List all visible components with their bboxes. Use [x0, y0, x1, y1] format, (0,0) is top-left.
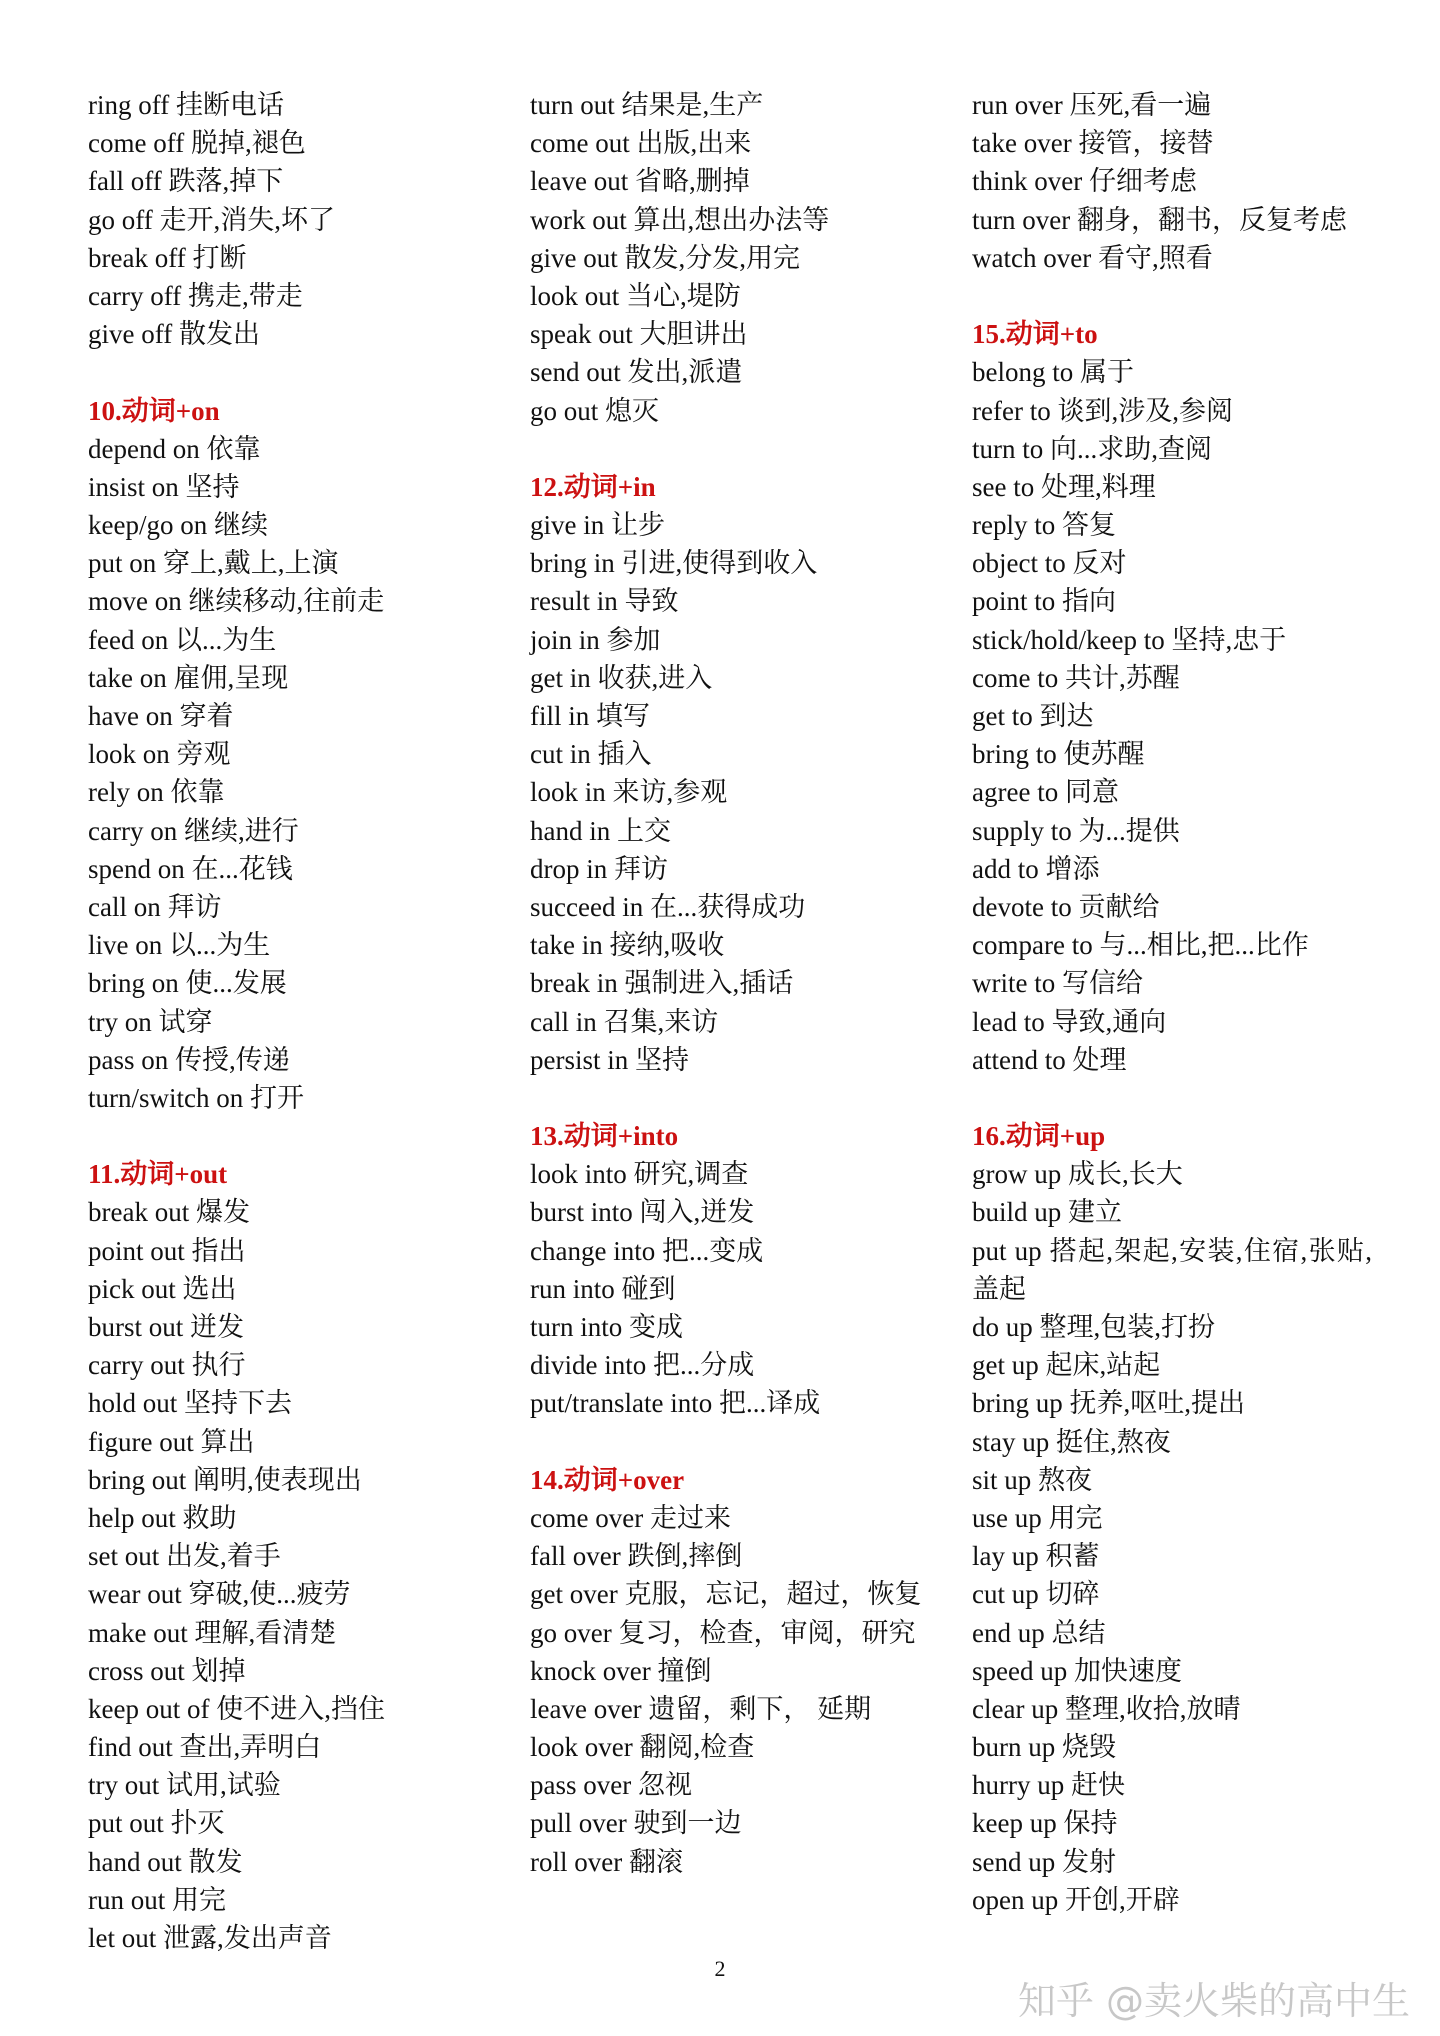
phrase-entry: break off 打断 [88, 242, 247, 273]
phrase-entry: let out 泄露,发出声音 [88, 1923, 332, 1953]
phrase-entry: reply to 答复 [972, 510, 1116, 541]
phrase-entry: cross out 划掉 [88, 1655, 246, 1686]
phrase-entry: turn/switch on 打开 [88, 1082, 304, 1113]
section-spacer [972, 1079, 1372, 1117]
phrase-entry: knock over 撞倒 [530, 1655, 712, 1686]
phrase-entry: go over 复习，检查，审阅，研究 [530, 1617, 916, 1648]
phrase-entry: look out 当心,堤防 [530, 280, 741, 311]
phrase-entry: hold out 坚持下去 [88, 1388, 293, 1419]
phrase-entry: belong to 属于 [972, 357, 1134, 388]
phrase-entry: have on 穿着 [88, 701, 234, 731]
phrase-entry: bring up 抚养,呕吐,提出 [972, 1388, 1245, 1419]
phrase-entry: open up 开创,开辟 [972, 1884, 1180, 1915]
phrase-entry: join in 参加 [530, 624, 661, 655]
phrase-entry: depend on 依靠 [88, 433, 261, 464]
phrase-entry: ring off 挂断电话 [88, 90, 284, 120]
phrase-entry: live on 以...为生 [88, 930, 271, 961]
phrase-entry: take over 接管，接替 [972, 128, 1214, 159]
phrase-entry: break out 爆发 [88, 1197, 250, 1228]
phrase-entry: move on 继续移动,往前走 [88, 586, 385, 617]
column-3 [972, 86, 1372, 1919]
phrase-entry: run into 碰到 [530, 1273, 676, 1304]
phrase-entry: divide into 把...分成 [530, 1350, 755, 1381]
phrase-entry: build up 建立 [972, 1197, 1123, 1228]
phrase-entry: take in 接纳,吸收 [530, 930, 725, 961]
phrase-entry: leave out 省略,删掉 [530, 166, 750, 197]
phrase-entry: bring out 阐明,使表现出 [88, 1464, 362, 1495]
phrase-entry: get over 克服，忘记，超过，恢复 [530, 1579, 922, 1610]
section-heading: 15.动词+to [972, 319, 1098, 350]
phrase-entry: stay up 挺住,熬夜 [972, 1426, 1171, 1457]
phrase-entry: help out 救助 [88, 1502, 237, 1533]
phrase-entry: give out 散发,分发,用完 [530, 242, 800, 273]
phrase-entry: try on 试穿 [88, 1006, 213, 1037]
phrase-entry: run over 压死,看一遍 [972, 90, 1212, 120]
phrase-entry: think over 仔细考虑 [972, 166, 1197, 197]
phrase-entry: refer to 谈到,涉及,参阅 [972, 395, 1233, 426]
phrase-entry: succeed in 在...获得成功 [530, 891, 806, 922]
phrase-entry: insist on 坚持 [88, 471, 240, 502]
phrase-entry: look on 旁观 [88, 739, 231, 770]
phrase-entry: lay up 积蓄 [972, 1541, 1100, 1572]
phrase-entry: wear out 穿破,使...疲劳 [88, 1579, 351, 1610]
phrase-entry: hurry up 赶快 [972, 1770, 1125, 1801]
phrase-entry: watch over 看守,照看 [972, 242, 1213, 273]
phrase-entry: write to 写信给 [972, 968, 1143, 999]
phrase-entry: pick out 选出 [88, 1273, 237, 1304]
phrase-entry: fall off 跌落,掉下 [88, 166, 284, 197]
phrase-entry: carry out 执行 [88, 1350, 246, 1381]
phrase-entry: feed on 以...为生 [88, 624, 277, 655]
phrase-entry: burn up 烧毁 [972, 1732, 1116, 1763]
phrase-entry: send up 发射 [972, 1846, 1116, 1877]
phrase-entry: go off 走开,消失,坏了 [88, 204, 335, 235]
phrase-entry: lead to 导致,通向 [972, 1006, 1167, 1037]
section-heading: 13.动词+into [530, 1121, 679, 1152]
phrase-entry: figure out 算出 [88, 1426, 255, 1457]
phrase-entry: keep up 保持 [972, 1808, 1118, 1839]
phrase-entry: look over 翻阅,检查 [530, 1732, 755, 1763]
phrase-entry: take on 雇佣,呈现 [88, 662, 289, 693]
phrase-entry: set out 出发,着手 [88, 1541, 281, 1572]
phrase-entry: burst out 迸发 [88, 1312, 245, 1342]
phrase-entry: look in 来访,参观 [530, 777, 728, 808]
section-heading: 16.动词+up [972, 1121, 1106, 1152]
section-spacer [972, 277, 1372, 315]
phrase-entry: bring to 使苏醒 [972, 739, 1145, 770]
phrase-entry: turn over 翻身，翻书，反复考虑 [972, 204, 1347, 235]
phrase-entry: spend on 在...花钱 [88, 853, 293, 884]
phrase-entry: carry off 携走,带走 [88, 280, 303, 311]
section-spacer [88, 353, 488, 391]
phrase-entry: object to 反对 [972, 548, 1127, 579]
phrase-entry: put up 搭起,架起,安装,住宿,张贴,盖起 [972, 1235, 1372, 1304]
phrase-entry: burst into 闯入,迸发 [530, 1197, 755, 1228]
phrase-entry: come to 共计,苏醒 [972, 662, 1180, 693]
phrase-entry: get in 收获,进入 [530, 662, 713, 693]
phrase-entry: clear up 整理,收拾,放晴 [972, 1693, 1241, 1724]
section-spacer [530, 1423, 930, 1461]
phrase-entry: call in 召集,来访 [530, 1006, 719, 1037]
phrase-entry: persist in 坚持 [530, 1044, 689, 1075]
phrase-entry: speak out 大胆讲出 [530, 319, 748, 350]
phrase-entry: hand in 上交 [530, 815, 671, 846]
phrase-entry: carry on 继续,进行 [88, 815, 299, 846]
phrase-entry: end up 总结 [972, 1617, 1106, 1648]
phrase-entry: drop in 拜访 [530, 853, 668, 884]
column-2 [530, 86, 930, 1881]
section-heading: 10.动词+on [88, 395, 220, 426]
phrase-entry: pass on 传授,传递 [88, 1044, 290, 1075]
section-heading: 12.动词+in [530, 471, 656, 502]
phrase-entry: bring in 引进,使得到收入 [530, 548, 818, 579]
section-spacer [530, 1079, 930, 1117]
phrase-entry: look into 研究,调查 [530, 1159, 749, 1190]
phrase-entry: agree to 同意 [972, 777, 1119, 808]
phrase-entry: bring on 使...发展 [88, 968, 287, 999]
phrase-entry: roll over 翻滚 [530, 1846, 683, 1877]
phrase-entry: call on 拜访 [88, 891, 222, 922]
phrase-entry: work out 算出,想出办法等 [530, 204, 830, 235]
phrase-entry: sit up 熬夜 [972, 1464, 1093, 1495]
phrase-entry: come off 脱掉,褪色 [88, 128, 306, 159]
phrase-entry: cut up 切碎 [972, 1579, 1100, 1610]
phrase-entry: run out 用完 [88, 1884, 226, 1915]
phrase-entry: point out 指出 [88, 1235, 246, 1266]
phrase-entry: pass over 忽视 [530, 1770, 692, 1801]
watermark-text: 知乎 @卖火柴的高中生 [1017, 1979, 1410, 2023]
phrase-entry: keep out of 使不进入,挡住 [88, 1693, 385, 1724]
section-spacer [530, 430, 930, 468]
phrase-entry: give in 让步 [530, 510, 665, 541]
phrase-entry: point to 指向 [972, 586, 1117, 617]
phrase-entry: try out 试用,试验 [88, 1770, 281, 1801]
phrase-entry: put out 扑灭 [88, 1808, 225, 1839]
phrase-entry: turn to 向...求助,查阅 [972, 433, 1212, 464]
phrase-entry: compare to 与...相比,把...比作 [972, 930, 1309, 961]
page-number: 2 [714, 1956, 726, 1981]
phrase-entry: get up 起床,站起 [972, 1350, 1161, 1381]
phrase-entry: break in 强制进入,插话 [530, 968, 794, 999]
phrase-entry: attend to 处理 [972, 1044, 1127, 1075]
phrase-entry: put/translate into 把...译成 [530, 1388, 821, 1419]
phrase-entry: give off 散发出 [88, 319, 260, 350]
phrase-entry: rely on 依靠 [88, 777, 225, 808]
phrase-entry: hand out 散发 [88, 1846, 243, 1877]
phrase-entry: send out 发出,派遣 [530, 357, 743, 388]
phrase-entry: find out 查出,弄明白 [88, 1732, 322, 1763]
phrase-entry: come over 走过来 [530, 1502, 731, 1533]
phrase-entry: supply to 为...提供 [972, 815, 1180, 846]
phrase-entry: go out 熄灭 [530, 395, 660, 426]
phrase-entry: leave over 遗留，剩下， 延期 [530, 1693, 872, 1724]
column-1 [88, 86, 488, 1957]
phrase-entry: get to 到达 [972, 701, 1094, 731]
section-heading: 11.动词+out [88, 1159, 228, 1190]
phrase-entry: use up 用完 [972, 1502, 1103, 1533]
phrase-entry: stick/hold/keep to 坚持,忠于 [972, 624, 1287, 655]
phrase-entry: speed up 加快速度 [972, 1655, 1182, 1686]
phrase-entry: make out 理解,看清楚 [88, 1617, 337, 1648]
phrase-entry: result in 导致 [530, 586, 679, 617]
phrase-entry: keep/go on 继续 [88, 510, 268, 541]
phrase-entry: come out 出版,出来 [530, 128, 752, 159]
phrase-entry: grow up 成长,长大 [972, 1159, 1183, 1190]
section-spacer [88, 1117, 488, 1155]
phrase-entry: add to 增添 [972, 853, 1100, 884]
section-heading: 14.动词+over [530, 1464, 685, 1495]
phrase-entry: pull over 驶到一边 [530, 1808, 742, 1839]
phrase-entry: turn out 结果是,生产 [530, 90, 764, 120]
phrase-entry: fall over 跌倒,摔倒 [530, 1541, 743, 1572]
phrase-entry: devote to 贡献给 [972, 891, 1160, 922]
phrase-entry: cut in 插入 [530, 739, 652, 770]
phrase-entry: put on 穿上,戴上,上演 [88, 548, 339, 579]
phrase-entry: see to 处理,料理 [972, 471, 1156, 502]
phrase-entry: do up 整理,包装,打扮 [972, 1312, 1215, 1343]
phrase-entry: change into 把...变成 [530, 1235, 764, 1266]
phrase-entry: turn into 变成 [530, 1312, 683, 1342]
phrase-entry: fill in 填写 [530, 701, 650, 731]
